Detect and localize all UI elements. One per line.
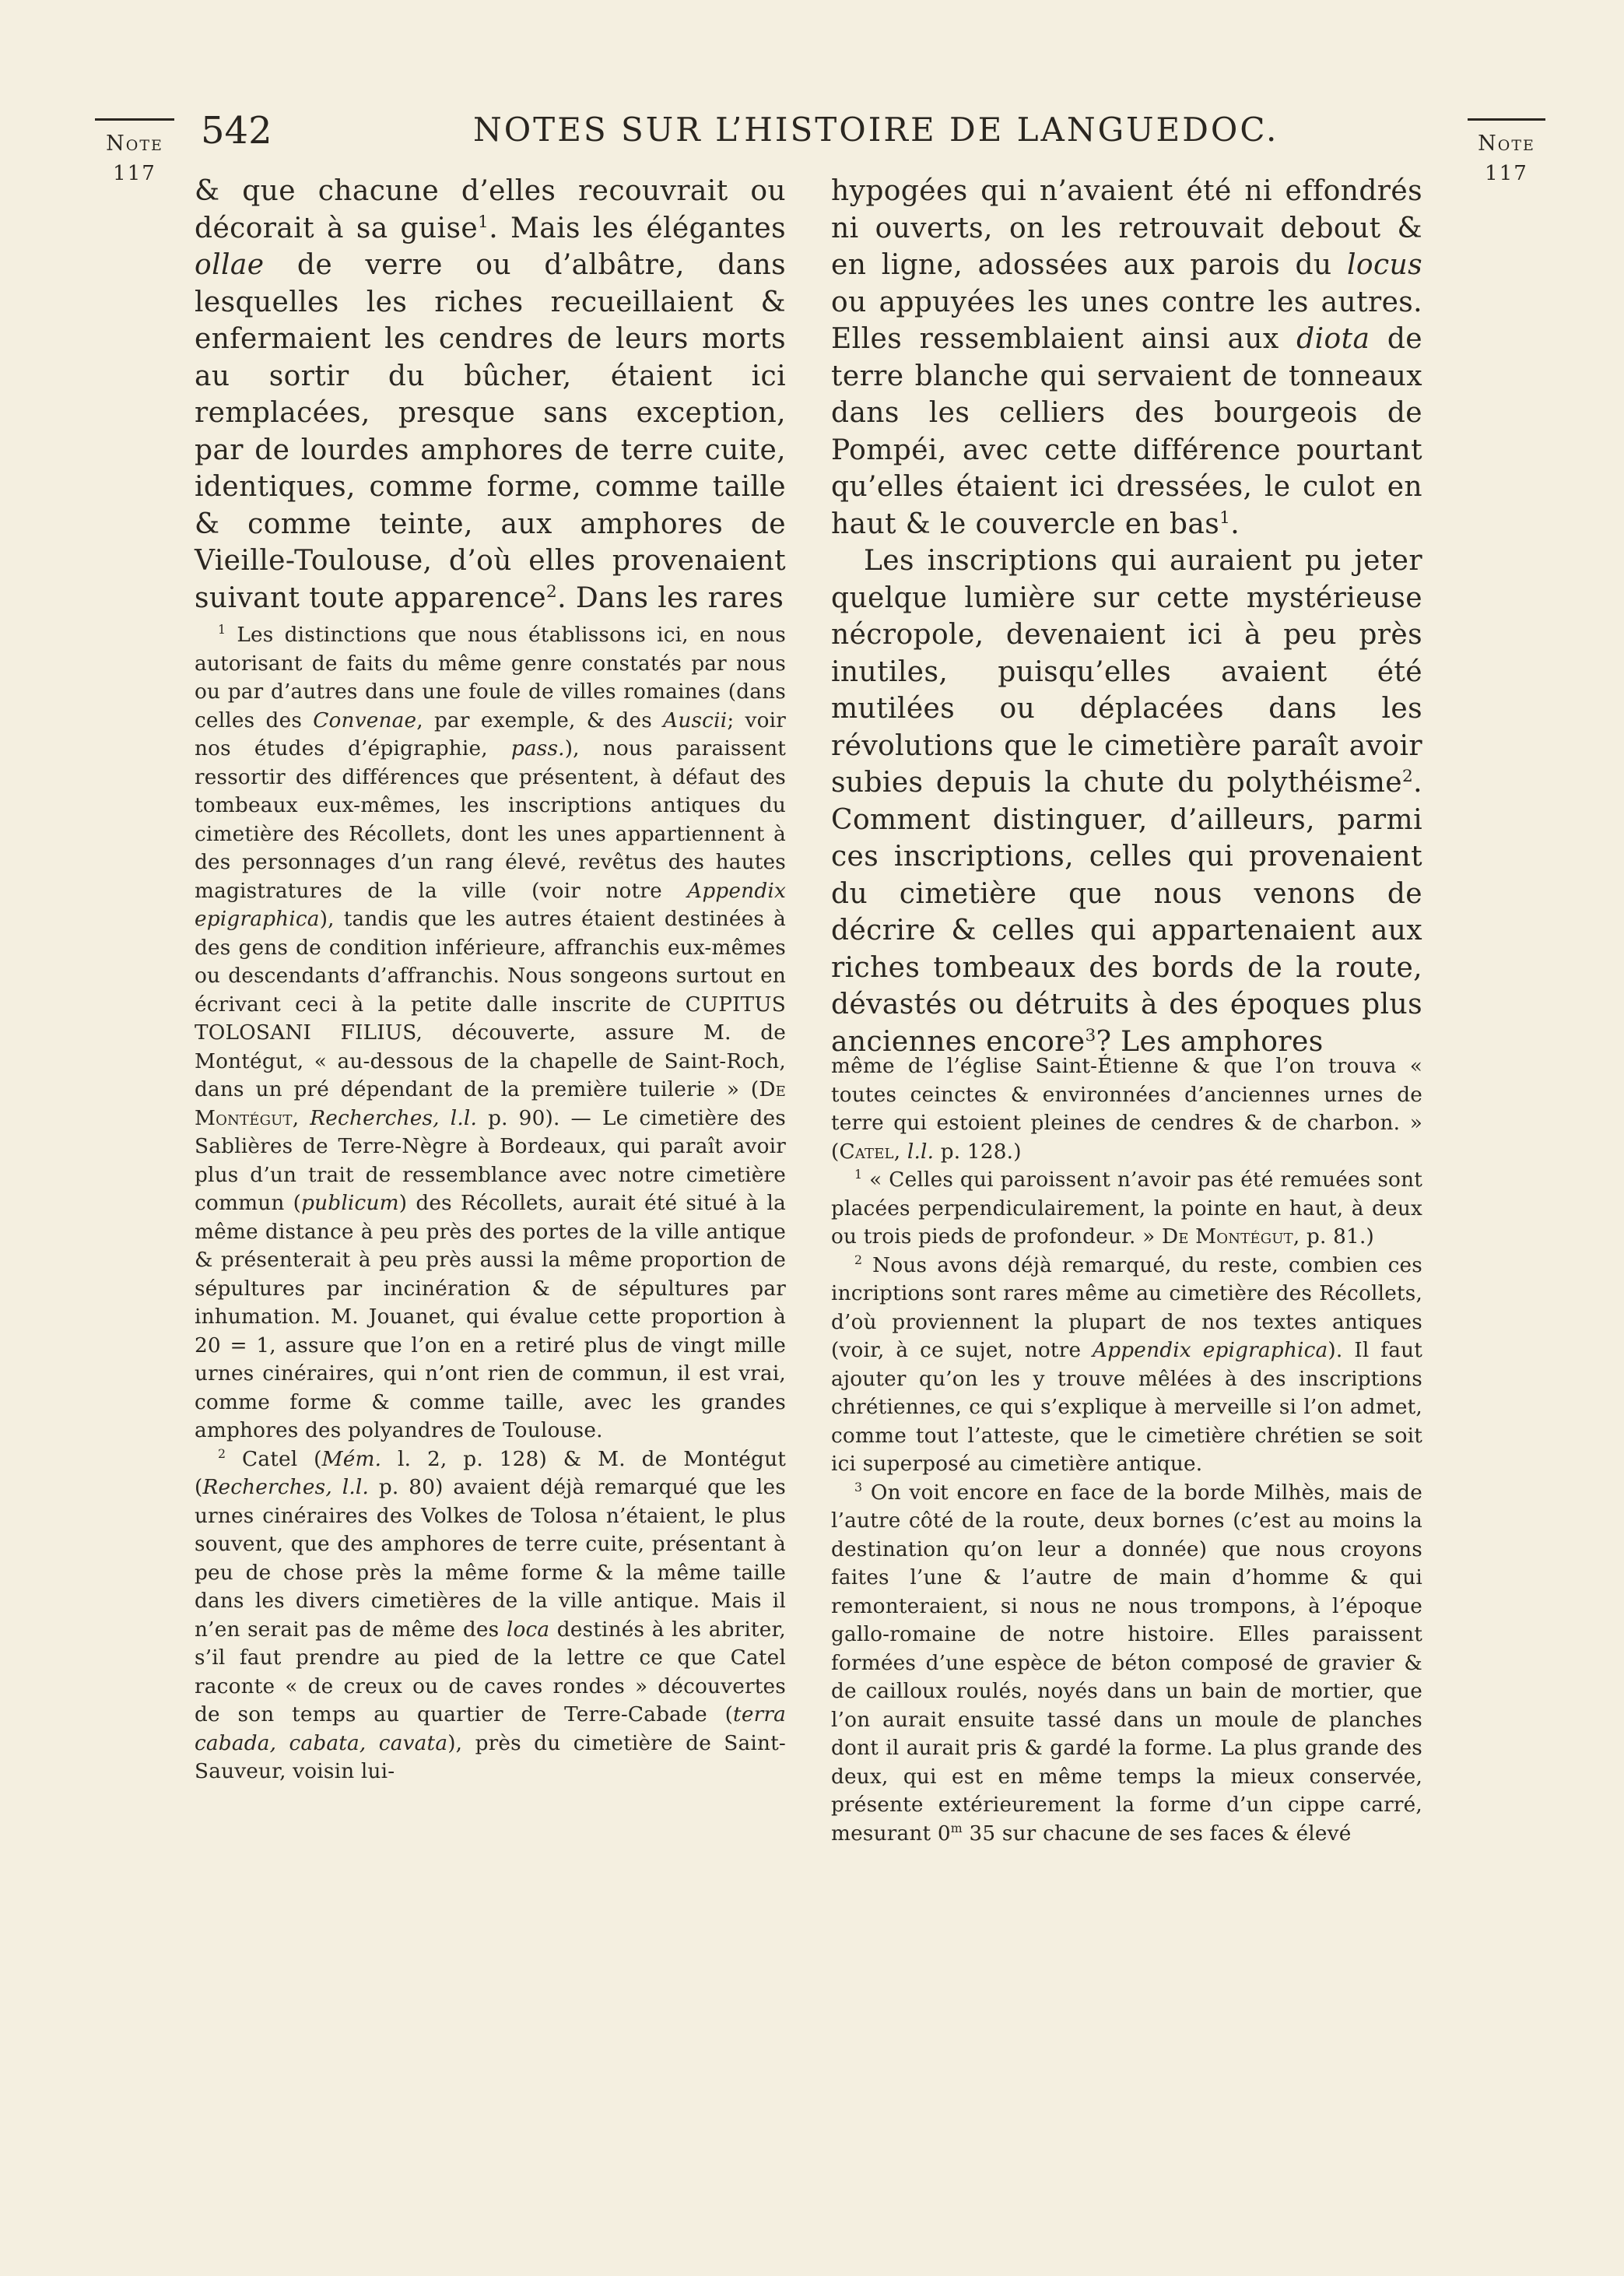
page-title: NOTES SUR L’HISTOIRE DE LANGUEDOC. xyxy=(473,111,1279,149)
footnote: $^3$ On voit encore en face de la borde Milhès, mais de l’autre côté de la route, deux bornes (c’est au moins la destination qu’on leur a donnée) que nous croyons faites l’une & l’autre de main d’homme & qui remonteraient, si nous ne nous trompons, à l’époque gallo-romaine de notre histoire. Elles paraissent formées d’une espèce de béton composé de gravier & de cailloux roulés, noyés dans un bain de mortier, que l’on aurait ensuite tassé dans un moule de planches dont il aurait pris & gardé la forme. La plus grande des deux, qui est en même temps la mieux conservée, présente extérieurement la forme d’un cippe carré, mesurant 0$^m$ 35 sur chacune de ses faces & élevé xyxy=(831,1479,1422,1846)
footnote: $^2$ Catel (Mém. l. 2, p. 128) & M. de Montégut (Recherches, l.l. p. 80) avaient déjà remarqué que les urnes cinéraires des Volkes de Tolosa n’étaient, le plus souvent, que des amphores de terre cuite, présentant à peu de chose près la même forme & la même taille dans les divers cimetières de la ville antique. Mais il n’en serait pas de même des loca destinés à les abriter, s’il faut prendre au pied de la lettre ce que Catel raconte « de creux ou de caves rondes » découvertes de son temps au quartier de Terre-Cabade (terra cabada, cabata, cavata), près du cimetière de Saint-Sauveur, voisin lui- xyxy=(195,1445,786,1783)
footnote-ref[interactable]: 1 xyxy=(478,212,489,232)
margin-label: Note xyxy=(1478,132,1535,156)
page-number: 542 xyxy=(201,109,272,153)
footnotes-right xyxy=(831,1052,1422,1848)
margin-note-right xyxy=(1468,118,1545,185)
margin-rule xyxy=(1468,118,1545,121)
margin-number: 117 xyxy=(113,162,156,185)
margin-number: 117 xyxy=(1485,162,1528,185)
body-paragraph: Les inscriptions qui auraient pu jeter quelque lumière sur cette mystérieuse nécropole, devenaient ici à peu près inutiles, puisqu’elles avaient été mutilées ou déplacées dans les révolutions que le cimetière paraît avoir subies depuis la chute du polythéisme$^2$. Comment distinguer, d’ailleurs, parmi ces inscriptions, celles qui provenaient du cimetière que nous venons de décrire & celles qui appartenaient aux riches tombeaux des bords de la route, dévastés ou détruits à des époques plus anciennes encore$^3$? Les amphores xyxy=(831,545,1422,1058)
running-head xyxy=(201,109,1438,156)
footnote: $^1$ Les distinctions que nous établissons ici, en nous autorisant de faits du même genre constatés par nous ou par d’autres dans une foule de villes romaines (dans celles des Convenae, par exemple, & des Auscii; voir nos études d’épigraphie, pass.), nous paraissent ressortir des différences que présentent, à défaut des tombeaux eux-mêmes, les inscriptions antiques du cimetière des Récollets, dont les unes appartiennent à des personnages d’un rang élevé, revêtus des hautes magistratures de la ville (voir notre Appendix epigraphica), tandis que les autres étaient destinées à des gens de condition inférieure, affranchis eux-mêmes ou descendants d’affranchis. Nous songeons surtout en écrivant ceci à la petite dalle inscrite de CUPITUS TOLOSANI FILIUS, découverte, assure M. de Montégut, « au-dessous de la chapelle de Saint-Roch, dans un pré dépendant de la première tuilerie » (De Montégut, Recherches, l.l. p. 90). — Le cimetière des Sablières de Terre-Nègre à Bordeaux, qui paraît avoir plus d’un trait de ressemblance avec notre cimetière commun (publicum) des Récollets, aurait été situé à la même distance à peu près des portes de la ville antique & présenterait à peu près aussi la même proportion de sépultures par incinération & de sépultures par inhumation. M. Jouanet, qui évalue cette proportion à 20 = 1, assure que l’on en a retiré plus de vingt mille urnes cinéraires, qui n’ont rien de commun, il est vrai, comme forme & comme taille, avec les grandes amphores des polyandres de Toulouse. xyxy=(195,622,787,1442)
margin-rule xyxy=(95,118,174,121)
footnotes-left xyxy=(195,621,786,1786)
footnote-continuation: même de l’église Saint-Étienne & que l’on trouva « toutes ceinctes & environnées d’anciennes urnes de terre qui estoient pleines de cendres & de charbon. » (Catel, l.l. p. 128.) xyxy=(831,1055,1422,1164)
body-paragraph: & que chacune d’elles recouvrait ou décorait à sa guise$^1$. Mais les élégantes ollae de verre ou d’albâtre, dans lesquelles les riches recueillaient & enfermaient les cendres de leurs morts au sortir du bûcher, étaient ici remplacées, presque sans exception, par de lourdes amphores de terre cuite, identiques, comme forme, comme taille & comme teinte, aux amphores de Vieille-Toulouse, d’où elles provenaient suivant toute apparence$^2$. Dans les rares xyxy=(195,175,786,614)
body-paragraph: hypogées qui n’avaient été ni effondrés ni ouverts, on les retrouvait debout & en ligne, adossées aux parois du locus ou appuyées les unes contre les autres. Elles ressemblaient ainsi aux diota de terre blanche qui servaient de tonneaux dans les celliers des bourgeois de Pompéi, avec cette différence pourtant qu’elles étaient ici dressées, le culot en haut & le couvercle en bas$^1$. xyxy=(831,175,1422,540)
footnote-ref[interactable]: 2 xyxy=(546,581,558,602)
footnote-ref[interactable]: 3 xyxy=(1085,1025,1096,1045)
margin-note-left xyxy=(95,118,174,185)
footnote: $^1$ « Celles qui paroissent n’avoir pas été remuées sont placées perpendiculairement, la pointe en haut, à deux ou trois pieds de profondeur. » De Montégut, p. 81.) xyxy=(831,1167,1422,1249)
body-column-right xyxy=(831,173,1422,1060)
footnote-ref[interactable]: 2 xyxy=(1402,767,1414,786)
footnote: $^2$ Nous avons déjà remarqué, du reste, combien ces incriptions sont rares même au cimetière des Récollets, d’où proviennent la plupart de nos textes antiques (voir, à ce sujet, notre Appendix epigraphica). Il faut ajouter qu’on les y trouve mêlées à des inscriptions chrétiennes, ce qui s’explique à merveille si l’on admet, comme tout l’atteste, que le cimetière chrétien se soit ici superposé au cimetière antique. xyxy=(831,1252,1422,1476)
footnote-ref[interactable]: 1 xyxy=(1219,508,1231,528)
margin-label: Note xyxy=(106,132,163,156)
body-column-left xyxy=(195,173,786,616)
